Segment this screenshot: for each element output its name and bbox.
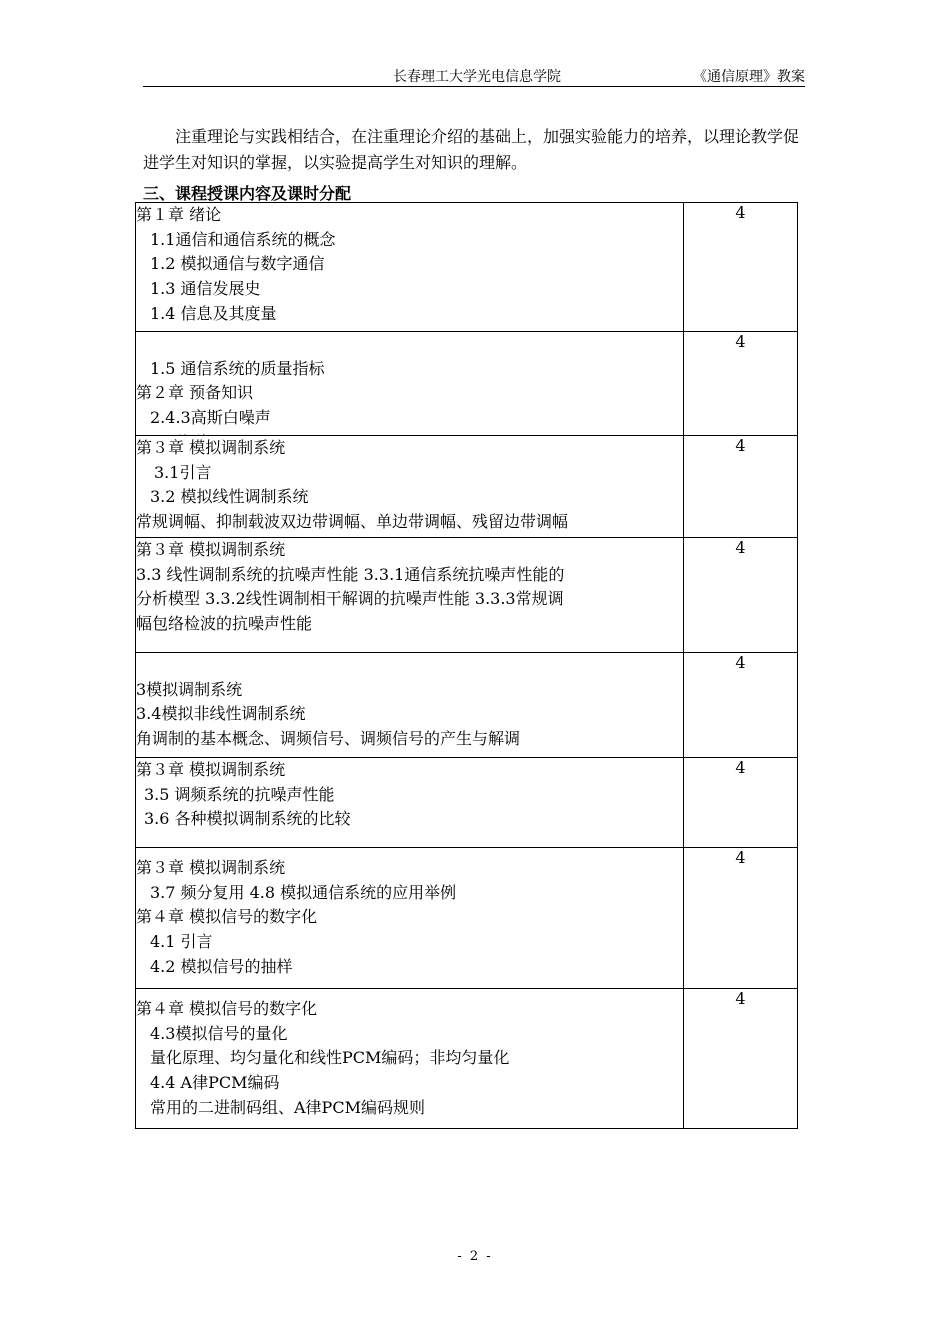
content-line xyxy=(136,332,683,357)
section-title: 三、课程授课内容及课时分配 xyxy=(143,184,352,203)
content-line: 1.1通信和通信系统的概念 xyxy=(150,229,336,249)
table-row xyxy=(136,758,798,848)
content-line: 4.3模拟信号的量化 xyxy=(150,1023,288,1043)
content-line xyxy=(136,653,683,678)
content-line: 3.6 各种模拟调制系统的比较 xyxy=(144,809,351,829)
content-line: 3模拟调制系统 xyxy=(136,679,243,699)
content-line: 第３章 模拟调制系统 xyxy=(136,760,286,779)
row-hours: 4 xyxy=(684,538,798,653)
content-line: 分析模型 3.3.2线性调制相干解调的抗噪声性能 3.3.3常规调 xyxy=(136,589,564,609)
content-line: 1.4 信息及其度量 xyxy=(150,303,277,323)
header-course: 《通信原理》教案 xyxy=(693,69,805,85)
row-content xyxy=(136,538,684,653)
content-line: 常规调幅、抑制载波双边带调幅、单边带调幅、残留边带调幅 xyxy=(136,512,569,532)
table-row xyxy=(136,436,798,538)
content-line: 第１章 绪论 xyxy=(136,205,222,224)
content-line: 量化原理、均匀量化和线性PCM编码；非均匀量化 xyxy=(150,1048,510,1068)
content-line: 第２章 预备知识 xyxy=(136,383,254,403)
content-line: 3.1引言 xyxy=(154,462,212,482)
row-hours: 4 xyxy=(684,203,798,332)
table-row xyxy=(136,848,798,989)
table-row xyxy=(136,653,798,758)
content-line: 1.5 通信系统的质量指标 xyxy=(150,358,325,378)
intro-paragraph: 注重理论与实践相结合，在注重理论介绍的基础上，加强实验能力的培养，以理论教学促进学生对知识的掌握，以实验提高学生对知识的理解。 xyxy=(143,127,800,172)
content-line: 3.3 线性调制系统的抗噪声性能 3.3.1通信系统抗噪声性能的 xyxy=(136,564,565,584)
header-school: 长春理工大学光电信息学院 xyxy=(393,69,561,85)
page-number: - 2 - xyxy=(457,1249,493,1264)
table-row xyxy=(136,538,798,653)
content-line: 1.2 模拟通信与数字通信 xyxy=(150,254,325,274)
row-hours: 4 xyxy=(684,989,798,1129)
row-hours: 4 xyxy=(684,436,798,538)
row-content xyxy=(136,989,684,1129)
row-content xyxy=(136,332,684,436)
content-line: 常用的二进制码组、A律PCM编码规则 xyxy=(150,1097,425,1117)
content-line: 第４章 模拟信号的数字化 xyxy=(136,999,318,1018)
table-row xyxy=(136,989,798,1129)
row-content xyxy=(136,203,684,332)
content-line: 角调制的基本概念、调频信号、调频信号的产生与解调 xyxy=(136,729,521,749)
content-line: 3.2 模拟线性调制系统 xyxy=(150,487,309,507)
row-content xyxy=(136,758,684,848)
content-line: 第３章 模拟调制系统 xyxy=(136,858,286,877)
row-hours: 4 xyxy=(684,332,798,436)
row-hours: 4 xyxy=(684,653,798,758)
row-hours: 4 xyxy=(684,758,798,848)
content-line: 4.1 引言 xyxy=(150,932,213,952)
content-line: 第４章 模拟信号的数字化 xyxy=(136,907,318,927)
table-row xyxy=(136,203,798,332)
content-line: 幅包络检波的抗噪声性能 xyxy=(136,614,313,634)
content-line: 第３章 模拟调制系统 xyxy=(136,540,286,559)
content-line xyxy=(136,431,683,435)
content-line: 1.3 通信发展史 xyxy=(150,279,261,299)
content-line: 2.4.3高斯白噪声 xyxy=(150,408,271,428)
row-content xyxy=(136,653,684,758)
table-row xyxy=(136,332,798,436)
schedule-table xyxy=(135,202,798,1129)
row-content xyxy=(136,848,684,989)
content-line: 4.4 A律PCM编码 xyxy=(150,1073,280,1093)
row-content xyxy=(136,436,684,538)
content-line: 3.4模拟非线性调制系统 xyxy=(136,704,306,724)
content-line: 3.7 频分复用 4.8 模拟通信系统的应用举例 xyxy=(150,882,457,902)
content-line: 第３章 模拟调制系统 xyxy=(136,438,286,457)
content-line: 4.2 模拟信号的抽样 xyxy=(150,956,293,976)
content-line: 3.5 调频系统的抗噪声性能 xyxy=(144,784,335,804)
row-hours: 4 xyxy=(684,848,798,989)
page-header xyxy=(143,64,805,87)
